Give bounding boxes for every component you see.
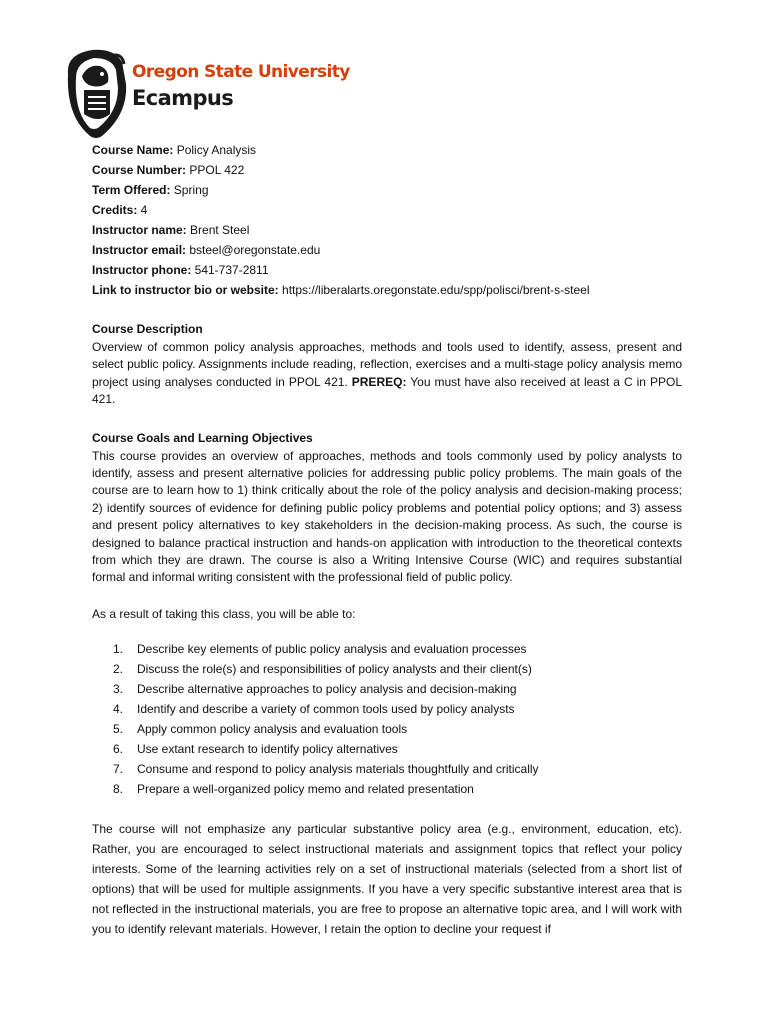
info-label: Credits: bbox=[92, 203, 138, 217]
info-value: Policy Analysis bbox=[173, 143, 257, 157]
list-item bbox=[92, 699, 682, 719]
info-label: Course Number: bbox=[92, 163, 187, 177]
course-description-heading: Course Description bbox=[92, 322, 203, 336]
info-value: PPOL 422 bbox=[186, 163, 245, 177]
course-info-line bbox=[92, 280, 682, 300]
objective-text: Identify and describe a variety of common tools used by policy analysts bbox=[137, 701, 515, 716]
ecampus-name: Ecampus bbox=[132, 86, 234, 110]
list-item bbox=[92, 759, 682, 779]
list-number: 8. bbox=[113, 781, 124, 796]
objective-text: Consume and respond to policy analysis materials thoughtfully and critically bbox=[137, 761, 539, 776]
info-label: Link to instructor bio or website: bbox=[92, 283, 279, 297]
list-item bbox=[92, 739, 682, 759]
objective-text: Use extant research to identify policy alternatives bbox=[137, 741, 398, 756]
list-number: 7. bbox=[113, 761, 124, 776]
course-info-line bbox=[92, 140, 682, 160]
list-item bbox=[92, 659, 682, 679]
course-description-text bbox=[92, 339, 682, 409]
info-label: Instructor phone: bbox=[92, 263, 192, 277]
objective-text: Prepare a well-organized policy memo and related presentation bbox=[137, 781, 474, 796]
info-value: Spring bbox=[170, 183, 209, 197]
list-item bbox=[92, 719, 682, 739]
course-info-line bbox=[92, 160, 682, 180]
list-item bbox=[92, 679, 682, 699]
course-goals-heading: Course Goals and Learning Objectives bbox=[92, 430, 313, 445]
course-info-line bbox=[92, 180, 682, 200]
policy-area-paragraph: The course will not emphasize any particular substantive policy area (e.g., environment, education, etc). Rather, you are encouraged to select instructional materials and assignment topics that reflect your policy interests. Some of the learning activities rely on a set of instructional materials (selected from a short list of options) that will be used for multiple assignments. If you have a very specific substantive interest area that is not reflected in the instructional materials, you are free to propose an alternative topic area, and I will work with you to identify relevant materials. However, I retain the option to decline your request if bbox=[92, 821, 682, 936]
list-number: 5. bbox=[113, 721, 124, 736]
list-number: 1. bbox=[113, 641, 124, 656]
learning-objectives-list bbox=[92, 639, 682, 799]
course-info-line bbox=[92, 220, 682, 240]
objective-text: Apply common policy analysis and evaluation tools bbox=[137, 721, 408, 736]
info-value: 541-737-2811 bbox=[191, 263, 269, 277]
instructor-email-link[interactable]: bsteel@oregonstate.edu bbox=[186, 243, 321, 257]
prereq-text: You must have also received at least a C in PPOL 421. bbox=[92, 374, 683, 407]
instructor-website-link[interactable]: https://liberalarts.oregonstate.edu/spp/polisci/brent-s-steel bbox=[278, 283, 590, 297]
syllabus-content bbox=[92, 140, 682, 951]
course-goals-text: This course provides an overview of approaches, methods and tools commonly used by policy analysts to identify, assess and present alternative policies for addressing public policy problems. The main goals of the course are to learn how to 1) think critically about the role of the policy analysis and decision-making process; 2) identify sources of evidence for defining public policy problems and potential policy options; and 3) assess and present policy alternatives to key stakeholders in the decision-making process. As such, the course is designed to balance practical instruction and hands-on application with introduction to the theoretical contexts from which they are drawn. The course is also a Writing Intensive Course (WIC) and requires substantial formal and informal writing consistent with the professional field of public policy. bbox=[92, 448, 682, 585]
list-number: 4. bbox=[113, 701, 124, 716]
university-name: Oregon State University bbox=[132, 62, 350, 82]
info-label: Term Offered: bbox=[92, 183, 171, 197]
osu-ecampus-logo bbox=[62, 44, 350, 144]
list-number: 3. bbox=[113, 681, 124, 696]
course-info-block bbox=[92, 140, 682, 300]
objective-text: Describe key elements of public policy analysis and evaluation processes bbox=[137, 641, 527, 656]
course-info-line bbox=[92, 240, 682, 260]
description-text: Overview of common policy analysis approaches, methods and tools used to identify, assess, present and select public policy. Assignments include reading, reflection, exercises and a multi-stage policy analysis memo project using analyses conducted in PPOL 421. bbox=[92, 340, 682, 389]
info-value: 4 bbox=[137, 203, 148, 217]
course-info-line bbox=[92, 200, 682, 220]
list-number: 2. bbox=[113, 661, 124, 676]
list-item bbox=[92, 779, 682, 799]
prereq-label: PREREQ: bbox=[351, 374, 407, 389]
info-value: Brent Steel bbox=[186, 223, 250, 237]
osu-beaver-seal-icon bbox=[62, 44, 130, 144]
objectives-intro: As a result of taking this class, you will be able to: bbox=[92, 606, 356, 621]
list-number: 6. bbox=[113, 741, 124, 756]
course-info-line bbox=[92, 260, 682, 280]
objective-text: Discuss the role(s) and responsibilities of policy analysts and their client(s) bbox=[137, 661, 532, 676]
info-label: Instructor email: bbox=[92, 243, 187, 257]
info-label: Instructor name: bbox=[92, 223, 187, 237]
objective-text: Describe alternative approaches to policy analysis and decision-making bbox=[137, 681, 517, 696]
info-label: Course Name: bbox=[92, 143, 174, 157]
list-item bbox=[92, 639, 682, 659]
